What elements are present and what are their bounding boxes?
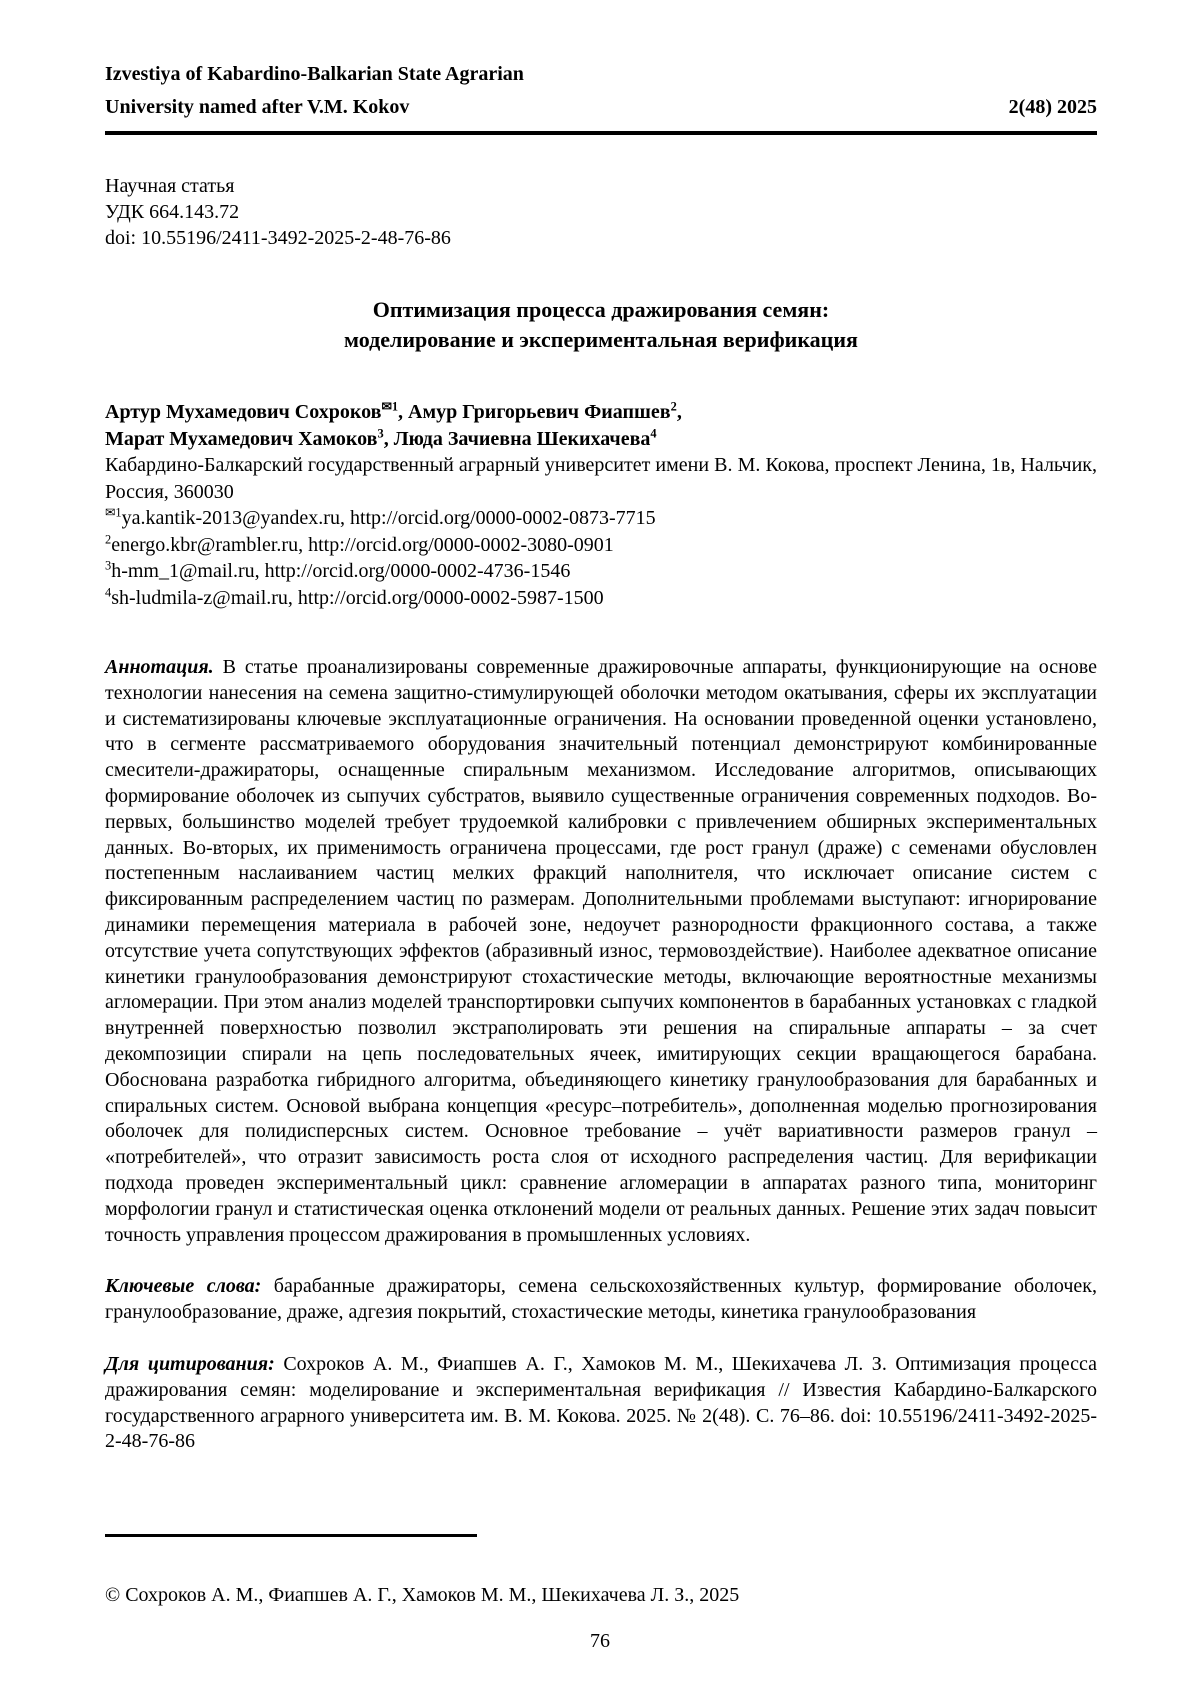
corresponding-author-icon: ✉1 (381, 399, 399, 414)
article-title-line2: моделирование и экспериментальная верификация (344, 327, 858, 352)
citation-text: Сохроков А. М., Фиапшев А. Г., Хамоков М. М., Шекихачева Л. З. Оптимизация процесса дражирования семян: моделирование и экспериментальная верификация // Известия Кабардино-Балкарского государственного аграрного университета им. В. М. Кокова. 2025. № 2(48). С. 76–86. doi: 10.55196/2411-3492-2025-2-48-76-86 (105, 1352, 1097, 1453)
contact-email-orcid: energo.kbr@rambler.ru, http://orcid.org/0000-0002-3080-0901 (111, 533, 614, 556)
author-name: Амур Григорьевич Фиапшев (408, 401, 671, 423)
abstract-label: Аннотация. (105, 656, 214, 678)
article-title-line1: Оптимизация процесса дражирования семян: (372, 297, 830, 322)
contact-line (105, 532, 1097, 559)
author-affiliation-mark: 2 (670, 399, 677, 414)
article-type: Научная статья (105, 175, 235, 197)
abstract (105, 655, 1097, 1248)
journal-issue: 2(48) 2025 (1008, 96, 1097, 118)
author-affiliation-mark: 4 (105, 584, 112, 599)
author-line-2 (105, 426, 1097, 453)
author-name: Артур Мухамедович Сохроков (105, 401, 382, 423)
journal-name-line1: Izvestiya of Kabardino-Balkarian State Agrarian (105, 63, 524, 85)
article-meta (105, 173, 1097, 251)
author-affiliation-mark: 4 (650, 425, 657, 440)
citation-label: Для цитирования: (105, 1352, 275, 1375)
doi-line: doi: 10.55196/2411-3492-2025-2-48-76-86 (105, 227, 451, 249)
keywords (105, 1274, 1097, 1326)
author-separator: , (398, 401, 409, 423)
author-separator: , (676, 401, 682, 423)
contact-line (105, 505, 1097, 532)
contact-email-orcid: ya.kantik-2013@yandex.ru, http://orcid.org/0000-0002-0873-7715 (121, 507, 656, 529)
author-name: Люда Зачиевна Шекихачева (393, 427, 651, 450)
affiliation: Кабардино-Балкарский государственный аграрный университет имени В. М. Кокова, проспект Ленина, 1в, Нальчик, Россия, 360030 (105, 454, 1097, 503)
author-name: Марат Мухамедович Хамоков (105, 427, 378, 450)
authors-block (105, 399, 1097, 611)
author-affiliation-mark: 2 (105, 531, 112, 546)
author-line-1 (105, 399, 1097, 426)
corresponding-author-icon: ✉1 (105, 505, 122, 520)
contact-email-orcid: h-mm_1@mail.ru, http://orcid.org/0000-0002-4736-1546 (111, 560, 571, 582)
udc-code: УДК 664.143.72 (105, 201, 240, 223)
footnote-divider (105, 1534, 477, 1537)
keywords-label: Ключевые слова: (105, 1275, 262, 1298)
journal-name (105, 58, 524, 124)
author-affiliation-mark: 3 (105, 558, 112, 573)
citation (105, 1352, 1097, 1455)
journal-name-line2: University named after V.M. Kokov (105, 96, 410, 118)
contact-email-orcid: sh-ludmila-z@mail.ru, http://orcid.org/0000-0002-5987-1500 (111, 586, 604, 609)
article-title (105, 295, 1097, 355)
page-number: 76 (590, 1630, 610, 1652)
abstract-text: В статье проанализированы современные дражировочные аппараты, функционирующие на основе технологии нанесения на семена защитно-стимулирующей оболочки методом окатывания, сферы их эксплуатации и систематизированы ключевые эксплуатационные ограничения. На основании проведенной оценки установлено, что в сегменте рассматриваемого оборудования значительный потенциал демонстрируют комбинированные смесители-дражираторы, оснащенные спиральным механизмом. Исследование алгоритмов, описывающих формирование оболочек из сыпучих субстратов, выявило существенные ограничения современных подходов. Во-первых, большинство моделей требует трудоемкой калибровки с привлечением обширных экспериментальных данных. Во-вторых, их применимость ограничена процессами, где рост гранул (драже) с семенами обусловлен постепенным наслаиванием частиц мелких фракций наполнителя, что исключает описание систем с фиксированным распределением частиц по размерам. Дополнительными проблемами выступают: игнорирование динамики перемещения материала в рабочей зоне, недоучет разнородности фракционного состава, а также отсутствие учета сопутствующих эффектов (абразивный износ, термовоздействие). Наиболее адекватное описание кинетики гранулообразования демонстрируют стохастические методы, включающие вероятностные механизмы агломерации. При этом анализ моделей транспортировки сыпучих компонентов в барабанных установках с гладкой внутренней поверхностью позволил экстраполировать эти решения на спиральные аппараты – за счет декомпозиции спирали на цепь последовательных ячеек, имитирующих секции вращающегося барабана. Обоснована разработка гибридного алгоритма, объединяющего кинетику гранулообразования для барабанных и спиральных систем. Основой выбрана концепция «ресурс–потребитель», дополненная моделью прогнозирования оболочек для полидисперсных систем. Основное требование – учёт вариативности размеров гранул – «потребителей», что отразит зависимость роста слоя от исходного распределения частиц. Для верификации подхода проведен экспериментальный цикл: сравнение агломерации в аппаратах разного типа, мониторинг морфологии гранул и статистическая оценка отклонений модели от реальных данных. Решение этих задач повысит точность управления процессом дражирования в промышленных условиях. (105, 656, 1098, 1246)
keywords-text: барабанные дражираторы, семена сельскохозяйственных культур, формирование оболочек, гранулообразование, драже, адгезия покрытий, стохастические методы, кинетика гранулообразования (105, 1275, 1097, 1324)
contact-line (105, 585, 1097, 612)
contact-line (105, 558, 1097, 585)
author-separator: , (383, 427, 394, 450)
journal-header (105, 58, 1097, 124)
author-affiliation-mark: 3 (377, 425, 384, 440)
header-divider (105, 131, 1097, 135)
copyright-line: © Сохроков А. М., Фиапшев А. Г., Хамоков М. М., Шекихачева Л. З., 2025 (105, 1584, 740, 1606)
